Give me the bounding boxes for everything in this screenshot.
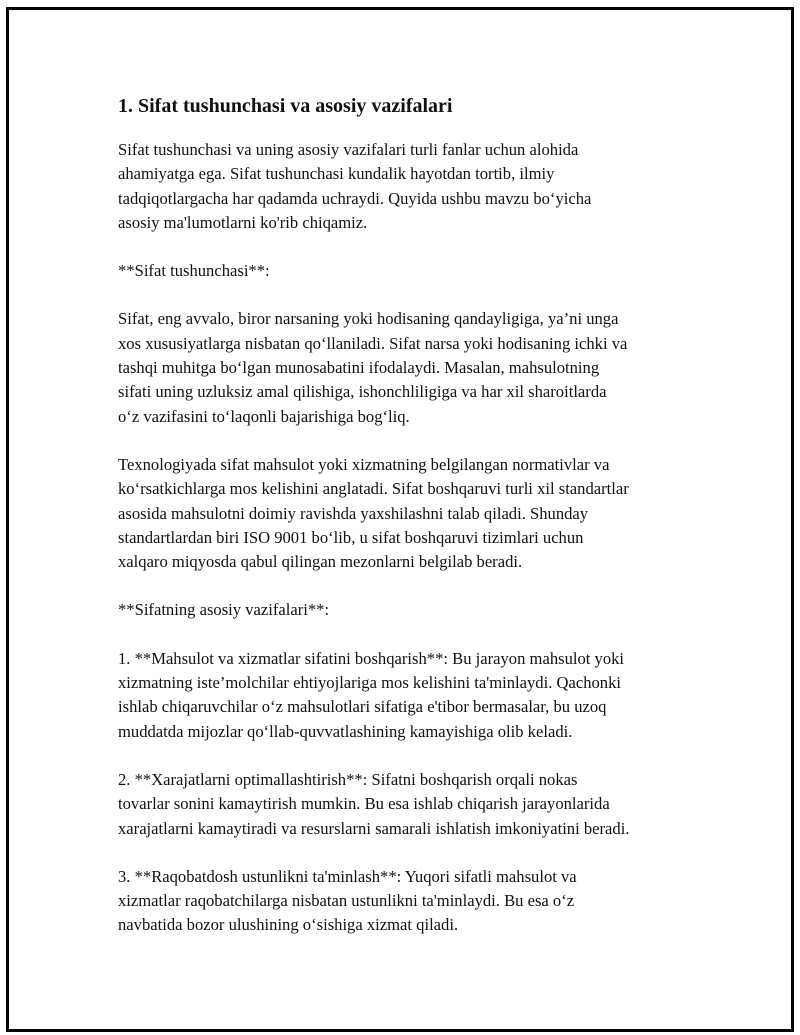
function-item-1: 1. **Mahsulot va xizmatlar sifatini boshqarish**: Bu jarayon mahsulot yoki xizmatning iste’molchilar ehtiyojlariga mos kelishini ta'minlaydi. Qachonki ishlab chiqaruvchilar o‘z mahsulotlari sifatiga e'tibor bermasalar, bu uzoq muddatda mijozlar qo‘llab-quvvatlashining kamayishiga olib keladi.	[118, 648, 625, 741]
section-heading-functions: **Sifatning asosiy vazifalari**:	[118, 600, 330, 620]
document-title: 1. Sifat tushunchasi va asosiy vazifalari	[118, 95, 453, 117]
section-heading-concept: **Sifat tushunchasi**:	[118, 261, 270, 281]
technology-paragraph: Texnologiyada sifat mahsulot yoki xizmatning belgilangan normativlar va ko‘rsatkichlarga mos kelishini anglatadi. Sifat boshqaruvi turli xil standartlar asosida mahsulotni doimiy ravishda yaxshilashni talab qiladi. Shunday standartlardan biri ISO 9001 bo‘lib, u sifat boshqaruvi tizimlari uchun xalqaro miqyosda qabul qilingan mezonlarni belgilab beradi.	[118, 454, 629, 572]
function-item-3: 3. **Raqobatdosh ustunlikni ta'minlash**: Yuqori sifatli mahsulot va xizmatlar raqobatchilarga nisbatan ustunlikni ta'minlaydi. Bu esa o‘z navbatida bozor ulushining o‘sishiga xizmat qiladi.	[118, 866, 577, 935]
intro-paragraph: Sifat tushunchasi va uning asosiy vazifalari turli fanlar uchun alohida ahamiyatga ega. Sifat tushunchasi kundalik hayotdan tortib, ilmiy tadqiqotlargacha har qadamda uchraydi. Quyida ushbu mavzu bo‘yicha asosiy ma'lumotlarni ko'rib chiqamiz.	[118, 140, 592, 232]
function-item-2: 2. **Xarajatlarni optimallashtirish**: Sifatni boshqarish orqali nokas tovarlar sonini kamaytirish mumkin. Bu esa ishlab chiqarish jarayonlarida xarajatlarni kamaytiradi va resurslarni samarali ishlatish imkoniyatini beradi.	[118, 769, 630, 838]
document-body	[118, 92, 698, 962]
concept-paragraph: Sifat, eng avvalo, biror narsaning yoki hodisaning qandayligiga, ya’ni unga xos xususiyatlarga nisbatan qo‘llaniladi. Sifat narsa yoki hodisaning ichki va tashqi muhitga bo‘lgan munosabatini ifodalaydi. Masalan, mahsulotning sifati uning uzluksiz amal qilishiga, ishonchliligiga va har xil sharoitlarda o‘z vazifasini to‘laqonli bajarishiga bog‘liq.	[118, 309, 628, 426]
